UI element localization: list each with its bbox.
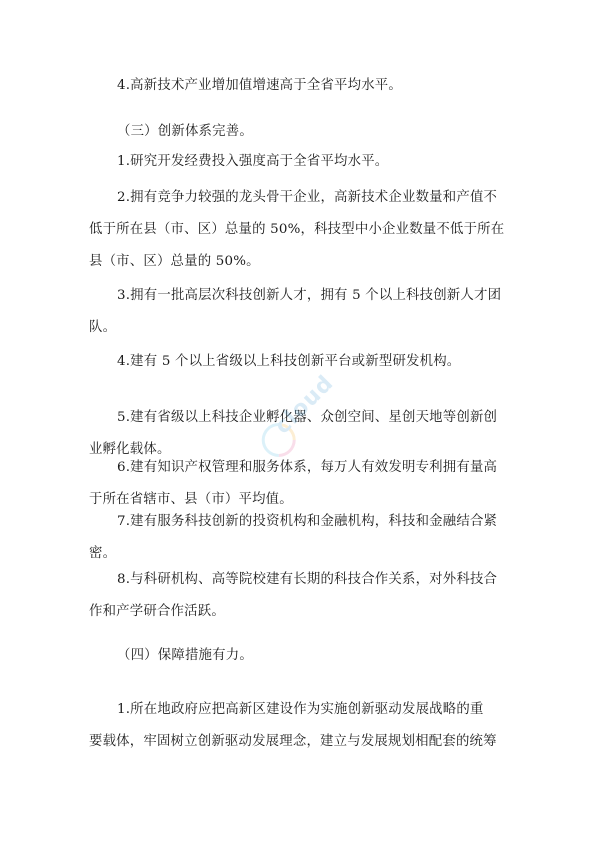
paragraph [89,506,509,570]
paragraph [89,564,509,628]
text-line: 4.高新技术产业增加值增速高于全省平均水平。 [117,78,402,93]
paragraph [89,280,509,344]
text-line: 队。 [89,320,117,335]
text-line: 1.所在地政府应把高新区建设作为实施创新驱动发展战略的重 [117,702,484,717]
text-line: 7.建有服务科技创新的投资机构和金融机构，科技和金融结合紧 [117,514,498,529]
text-line: 4.建有 5 个以上省级以上科技创新平台或新型研发机构。 [117,354,461,369]
text-line: 5.建有省级以上科技企业孵化器、众创空间、星创天地等创新创 [117,410,498,425]
paragraph [89,146,509,178]
text-line: （三）创新体系完善。 [117,124,253,139]
paragraph [89,346,509,378]
text-line: 6.建有知识产权管理和服务体系，每万人有效发明专利拥有量高 [117,460,498,475]
paragraph [89,70,509,102]
watermark-text: cloud [270,370,339,440]
text-line: 县（市、区）总量的 50%。 [89,254,260,269]
text-line: 于所在省辖市、县（市）平均值。 [89,492,293,507]
text-line: 8.与科研机构、高等院校建有长期的科技合作关系，对外科技合 [117,572,498,587]
text-line: （四）保障措施有力。 [117,648,253,663]
text-line: 密。 [89,546,117,561]
paragraph [89,694,509,758]
text-line: 要载体，牢固树立创新驱动发展理念，建立与发展规划相配套的统筹 [89,734,497,749]
text-line: 3.拥有一批高层次科技创新人才，拥有 5 个以上科技创新人才团 [117,288,502,303]
text-line: 业孵化载体。 [89,442,171,457]
text-line: 低于所在县（市、区）总量的 50%，科技型中小企业数量不低于所在 [89,222,505,237]
section-heading [89,116,509,148]
text-line: 作和产学研合作活跃。 [89,604,225,619]
paragraph [89,182,509,278]
text-line: 2.拥有竞争力较强的龙头骨干企业，高新技术企业数量和产值不 [117,190,498,205]
text-line: 1.研究开发经费投入强度高于全省平均水平。 [117,154,389,169]
section-heading [89,640,509,672]
